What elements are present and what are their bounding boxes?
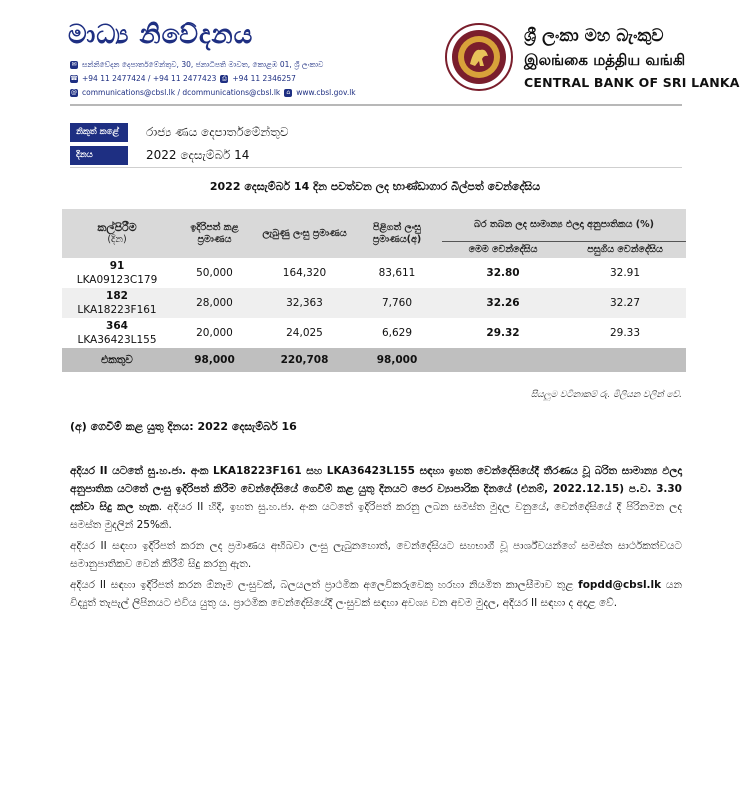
total-row — [62, 348, 686, 372]
tenor-days: 182 — [106, 290, 128, 302]
tenor-cell — [62, 318, 172, 348]
contact-block — [70, 58, 356, 100]
received-header: ලැබුණු ලංසු ප්‍රමාණය — [257, 209, 352, 258]
issued-by-value: රාජ්‍ය ණය දෙපාර්තමේන්තුව — [146, 124, 289, 139]
yield-group-header: බර තබන ලද සාමාන්‍ය ඵලදා අනුපාතිකය (%) — [442, 209, 686, 242]
offered-cell: 20,000 — [172, 318, 257, 348]
bank-name-tamil: இலங்கை மத்திய வங்கி — [524, 51, 686, 69]
address-row — [70, 58, 356, 72]
phone-row — [70, 72, 356, 86]
offered-cell: 28,000 — [172, 288, 257, 318]
table-footnote: සියලුම වටිනාකම් රු. මිලියන වලින් වේ. — [530, 390, 682, 400]
phase-two-rest-text: . අදියර II හිදී, ඉහත සු.හ.ජා. අංක යටතේ ඉදිරිපත් කරනු ලබන සමස්ත මුදල වනුයේ, වෙන්දේසියේ දී පිරිනමන ලද සමස්ත මුදලින් 25%කි. — [70, 501, 682, 531]
meta-divider — [70, 167, 682, 168]
table-row — [62, 288, 686, 318]
accepted-cell: 6,629 — [352, 318, 442, 348]
total-received: 220,708 — [257, 348, 352, 372]
date-value: 2022 දෙසැම්බර් 14 — [146, 147, 250, 162]
email-icon: @ — [71, 89, 77, 96]
received-cell: 24,025 — [257, 318, 352, 348]
received-cell: 32,363 — [257, 288, 352, 318]
tenor-header-label: කල්පිරීම — [97, 220, 137, 234]
paragraph-phase-two — [70, 462, 682, 534]
total-empty-cell — [442, 348, 564, 372]
this-week-yield-cell: 32.80 — [442, 258, 564, 288]
issued-by-label: නිකුත් කළේ — [70, 123, 128, 142]
paragraph-allocation: අදියර II සඳහා ඉදිරිපත් කරන ලද ප්‍රමාණය අභිබවා ලංසු ලැබුනහොත්, වෙන්දේසියට සහභාගී වූ පාර්ශ්වයන්ගේ සමස්ත සාර්ථකත්වයට සමානුපාතිකව වෙන් කිරීම් සිදු කරනු ඇත. — [70, 540, 682, 570]
web-icon: ⌂ — [284, 89, 292, 97]
previous-header: පසුගිය වෙන්දේසිය — [564, 242, 686, 259]
bank-name-block — [524, 24, 740, 94]
total-offered: 98,000 — [172, 348, 257, 372]
web-text: www.cbsl.gov.lk — [296, 88, 356, 97]
tenor-cell — [62, 288, 172, 318]
address-icon: ✉ — [71, 61, 77, 68]
accepted-header: පිළිගත් ලංසු ප්‍රමාණය(අ) — [352, 209, 442, 258]
isin: LKA36423L155 — [77, 334, 157, 346]
total-label: එකතුව — [62, 348, 172, 372]
this-week-yield-cell: 32.26 — [442, 288, 564, 318]
table-header-row — [62, 209, 686, 242]
total-empty-cell — [564, 348, 686, 372]
total-accepted: 98,000 — [352, 348, 442, 372]
offered-cell: 50,000 — [172, 258, 257, 288]
fax-text: +94 11 2346257 — [232, 74, 296, 83]
cbsl-logo-icon — [444, 22, 514, 92]
bank-name-sinhala: ශ්‍රී ලංකා මහ බැංකුව — [524, 26, 664, 46]
table-row — [62, 258, 686, 288]
submission-end-text: යන විද්‍යුත් තැපැල් ලිපිනයට එවිය යුතු ය. ප්‍රාථමික වෙන්දේසියේදී ලංසුවක් සඳහා අවශ්‍ය වන අවම මුදල, අදියර II සඳහා ද අදාළ වේ. — [70, 579, 682, 609]
submission-start-text: අදියර II සඳහා ඉදිරිපත් කරන ඕනෑම ලංසුවක්, බලයලත් ප්‍රාථමික අලෙවිකරුවෙකු හරහා නියමිත කාලසීමාව තුළ — [70, 579, 579, 591]
address-text: සන්නිවේදන දෙපාර්තමේන්තුව, 30, ජනාධිපති මාවත, කොළඹ 01, ශ්‍රී ලංකාව — [82, 60, 324, 69]
table-row — [62, 318, 686, 348]
document-title: 2022 දෙසැම්බර් 14 දින පවත්වන ලද භාණ්ඩාගාර බිල්පත් වෙන්දේසිය — [209, 180, 541, 193]
release-meta — [70, 122, 289, 168]
this-week-header: මෙම වෙන්දේසිය — [442, 242, 564, 259]
paragraph-submission — [70, 576, 682, 612]
this-week-yield-cell: 29.32 — [442, 318, 564, 348]
phone-icon: ☎ — [70, 75, 78, 82]
accepted-cell: 7,760 — [352, 288, 442, 318]
offered-header: ඉදිරිපත් කළ ප්‍රමාණය — [172, 209, 257, 258]
received-cell: 164,320 — [257, 258, 352, 288]
tenor-header-unit: (දින) — [107, 233, 127, 245]
header-divider — [70, 104, 682, 106]
isin: LKA18223F161 — [77, 304, 157, 316]
phase-two-bold-text: අදියර II යටතේ සු.හ.ජා. අංක LKA18223F161 සහ LKA36423L155 සඳහා ඉහත වෙන්දේසියේදී තීරණය වූ බරිත සාමාන්‍ය ඵලදා අනුපාතික යටතේ ලංසු ඉදිරිපත් කිරීම වෙන්දේසියේ ගෙවීම් කළ යුතු දිනයට පෙර ව්‍යාපාරික දිනයේ (එනම්, 2022.12.15) ප.ව. 3.30 දක්වා සිදු කල හැක — [70, 465, 682, 513]
phone-text: +94 11 2477424 / +94 11 2477423 — [82, 74, 217, 83]
auction-results-table — [62, 209, 686, 372]
date-row — [70, 145, 289, 165]
press-release-title: මාධ්‍ය නිවේදනය — [68, 20, 254, 50]
date-label: දිනය — [70, 146, 128, 165]
previous-yield-cell: 32.27 — [564, 288, 686, 318]
accepted-cell: 83,611 — [352, 258, 442, 288]
settlement-date-note: (අ) ගෙවීම් කළ යුතු දිනය: 2022 දෙසැම්බර් 16 — [70, 420, 297, 433]
submission-email-link[interactable]: fopdd@cbsl.lk — [578, 579, 662, 591]
fax-icon: ⎙ — [221, 75, 227, 82]
tenor-cell — [62, 258, 172, 288]
letterhead — [0, 0, 750, 110]
tenor-days: 364 — [106, 320, 128, 332]
isin: LKA09123C179 — [76, 274, 158, 286]
email-text: communications@cbsl.lk / dcommunications@cbsl.lk — [82, 88, 281, 97]
previous-yield-cell: 29.33 — [564, 318, 686, 348]
issued-by-row — [70, 122, 289, 142]
email-row — [70, 86, 356, 100]
body-text — [70, 462, 682, 615]
bank-name-english: CENTRAL BANK OF SRI LANKA — [524, 75, 740, 90]
previous-yield-cell: 32.91 — [564, 258, 686, 288]
tenor-days: 91 — [109, 260, 125, 272]
tenor-header — [62, 209, 172, 258]
